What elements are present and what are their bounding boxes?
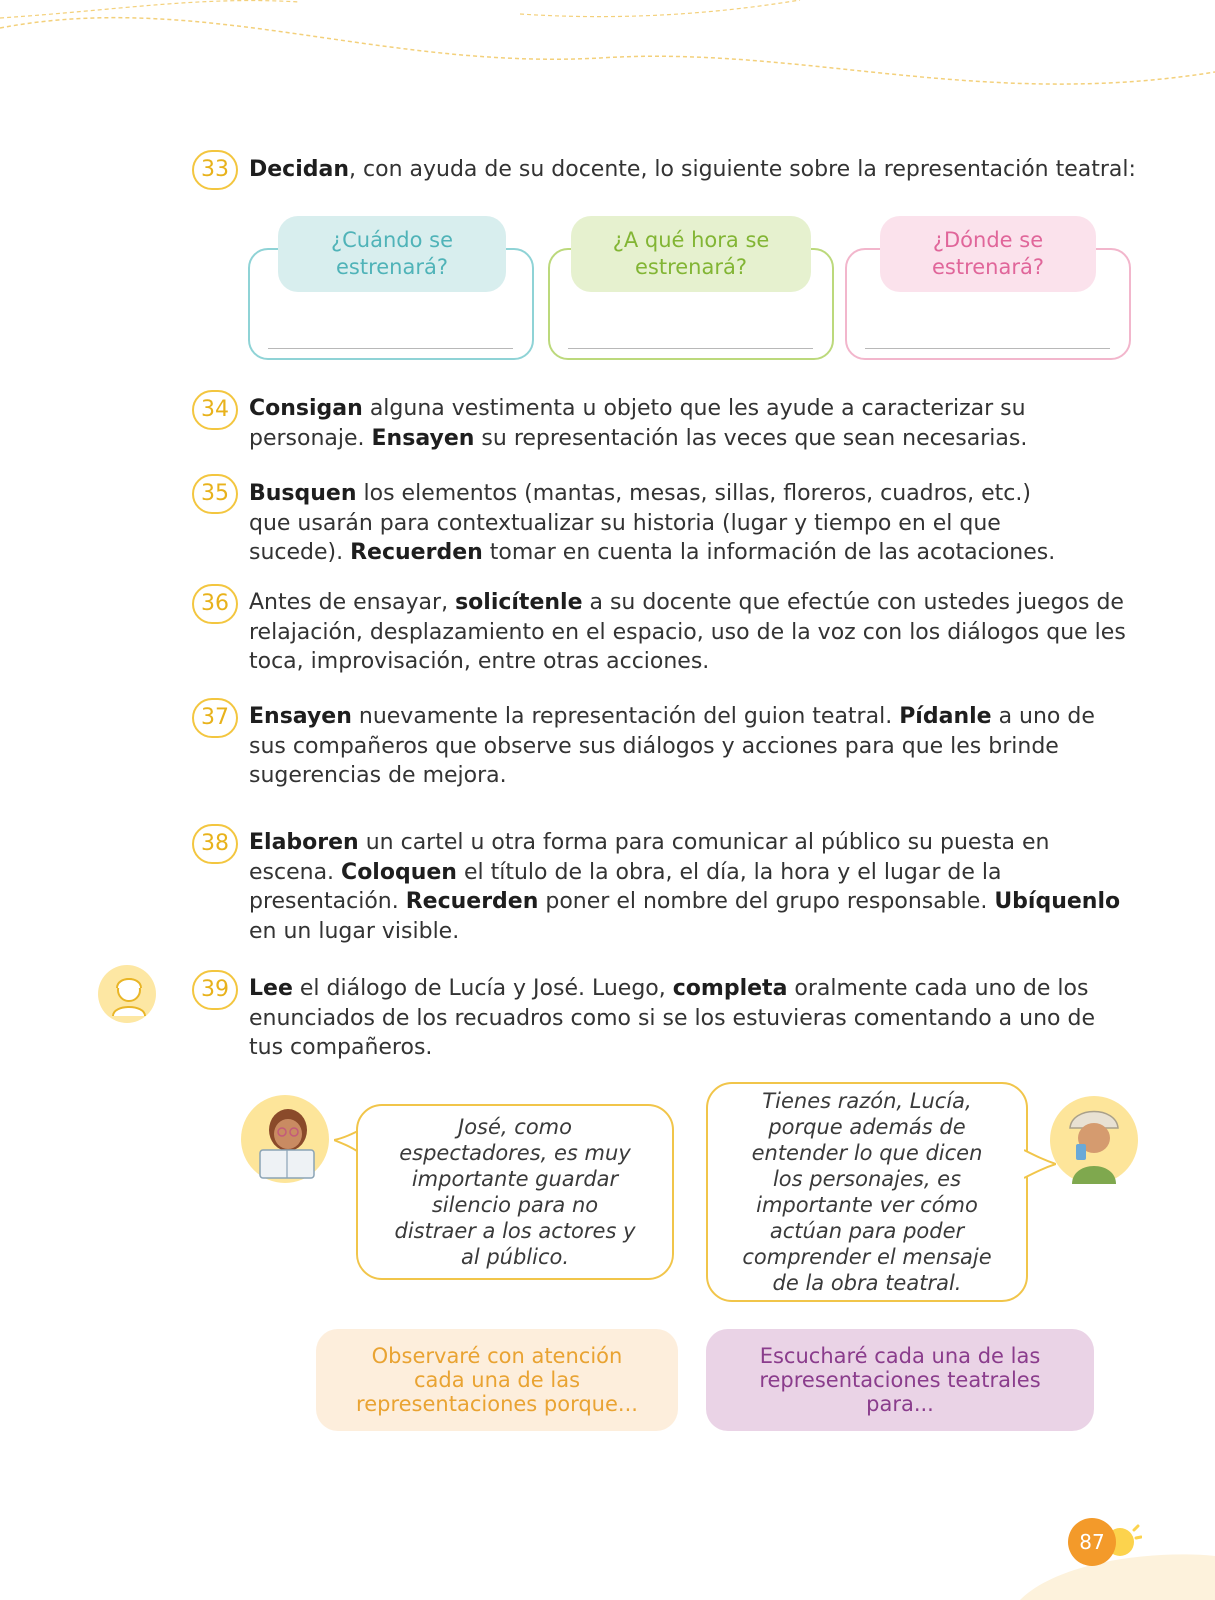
instruction-35: Busquen los elementos (mantas, mesas, sillas, floreros, cuadros, etc.) que usarán para contextualizar su historia (lugar y tiempo en el que sucede). Recuerden tomar en cuenta la información de las acotaciones. <box>249 481 1056 565</box>
prompt-card-observe: Observaré con atención cada una de las representaciones porque... <box>316 1329 678 1431</box>
instruction-33: Decidan, con ayuda de su docente, lo siguiente sobre la representación teatral: <box>249 157 1136 182</box>
question-label-where: ¿Dónde se estrenará? <box>880 216 1096 292</box>
instruction-37: Ensayen nuevamente la representación del guion teatral. Pídanle a uno de sus compañeros que observe sus diálogos y acciones para que les brinde sugerencias de mejora. <box>249 704 1095 788</box>
student-icon <box>97 964 157 1024</box>
question-label-when: ¿Cuándo se estrenará? <box>278 216 506 292</box>
instruction-38: Elaboren un cartel u otra forma para comunicar al público su puesta en escena. Coloquen el título de la obra, el día, la hora y el lugar de la presentación. Recuerden poner el nombre del grupo responsable. Ubíquenlo en un lugar visible. <box>249 830 1121 944</box>
item-number-38: 38 <box>192 824 238 864</box>
answer-line-where[interactable] <box>865 348 1110 349</box>
instruction-36: Antes de ensayar, solicítenle a su docente que efectúe con ustedes juegos de relajación, desplazamiento en el espacio, uso de la voz con los diálogos que les toca, improvisación, entre otras acciones. <box>249 590 1126 674</box>
prompt-card-listen: Escucharé cada una de las representaciones teatrales para... <box>706 1329 1094 1431</box>
answer-line-time[interactable] <box>568 348 813 349</box>
item-number-37: 37 <box>192 698 238 738</box>
jose-avatar <box>1048 1094 1140 1186</box>
item-number-35: 35 <box>192 474 238 514</box>
instruction-34: Consigan alguna vestimenta u objeto que les ayude a caracterizar su personaje. Ensayen su representación las veces que sean necesarias. <box>249 396 1028 451</box>
top-wave-decoration <box>0 0 1215 110</box>
question-label-time: ¿A qué hora se estrenará? <box>571 216 811 292</box>
item-number-34: 34 <box>192 390 238 430</box>
jose-speech-bubble: Tienes razón, Lucía, porque además de entender lo que dicen los personajes, es importante ver cómo actúan para poder comprender el mensaje de la obra teatral. <box>706 1082 1028 1302</box>
item-number-36: 36 <box>192 584 238 624</box>
item-number-39: 39 <box>192 970 238 1010</box>
instruction-39: Lee el diálogo de Lucía y José. Luego, completa oralmente cada uno de los enunciados de los recuadros como si se los estuvieras comentando a uno de tus compañeros. <box>249 976 1096 1060</box>
item-number-33: 33 <box>192 150 238 190</box>
answer-line-when[interactable] <box>268 348 513 349</box>
page-number: 87 <box>1068 1518 1116 1566</box>
lucia-avatar <box>238 1092 332 1186</box>
lucia-speech-bubble: José, como espectadores, es muy importante guardar silencio para no distraer a los actores y al público. <box>356 1104 674 1280</box>
